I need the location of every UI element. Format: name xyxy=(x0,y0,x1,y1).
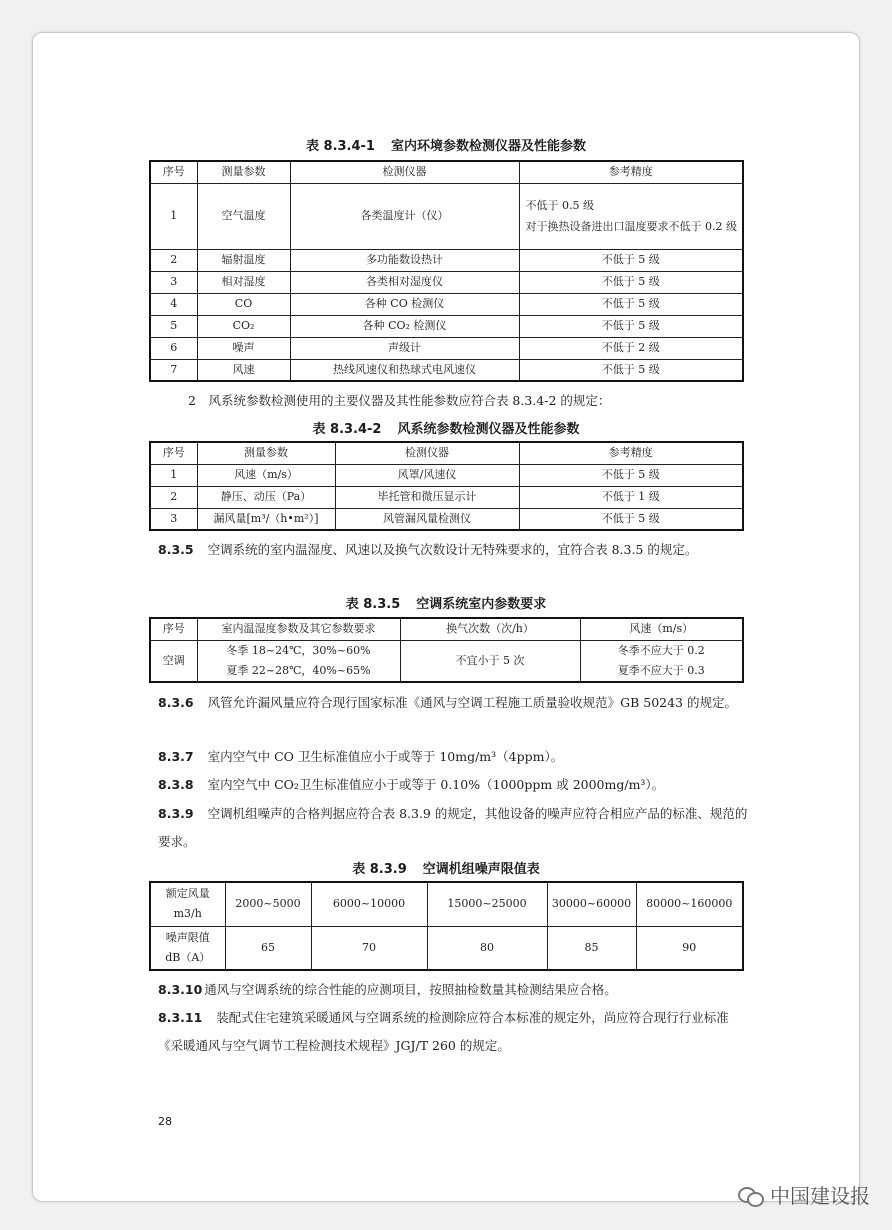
table4-flow-value: 6000~10000 xyxy=(311,882,427,926)
table1-cell-accuracy: 不低于 5 级 xyxy=(519,315,743,337)
table-row xyxy=(150,508,743,530)
table4-flow-value: 2000~5000 xyxy=(225,882,311,926)
table4-flow-label: 额定风量 m3/h xyxy=(150,882,225,926)
watermark xyxy=(738,1180,870,1209)
table1-header-param: 测量参数 xyxy=(197,161,290,183)
table1-cell-instrument: 各种 CO 检测仪 xyxy=(290,293,519,315)
table-row xyxy=(150,337,743,359)
table1-caption-number: 表 8.3.4-1 xyxy=(306,139,375,154)
table3-caption-number: 表 8.3.5 xyxy=(345,597,401,612)
table4-noise-label: 噪声限值 dB（A） xyxy=(150,926,225,970)
clause-8-3-5-number: 8.3.5 xyxy=(158,542,194,557)
page-number: 28 xyxy=(158,1115,172,1128)
table3-temp-cell xyxy=(197,640,400,682)
clause-8-3-5 xyxy=(158,536,748,564)
table2-cell-param: 静压、动压（Pa） xyxy=(197,486,335,508)
clause-8-3-7 xyxy=(158,743,748,771)
clause-8-3-10-text: 通风与空调系统的综合性能的应测项目，按照抽检数量其检测结果应合格。 xyxy=(204,982,617,997)
clause-8-3-6-number: 8.3.6 xyxy=(158,695,194,710)
clause-8-3-8 xyxy=(158,771,748,799)
table3-header-air-change: 换气次数（次/h） xyxy=(400,618,580,640)
table2-cell-accuracy: 不低于 5 级 xyxy=(519,508,743,530)
table2-caption-number: 表 8.3.4-2 xyxy=(312,422,382,437)
clause-8-3-9-number: 8.3.9 xyxy=(158,806,194,821)
table1-header-accuracy: 参考精度 xyxy=(519,161,743,183)
watermark-text: 中国建设报 xyxy=(770,1184,870,1208)
paragraph-2: 2 风系统参数检测使用的主要仪器及其性能参数应符合表 8.3.4-2 的规定： xyxy=(188,393,611,408)
table2-cell-no: 3 xyxy=(150,508,197,530)
clause-8-3-6-text: 风管允许漏风量应符合现行国家标准《通风与空调工程施工质量验收规范》GB 50243 的规定。 xyxy=(207,695,737,710)
table-row xyxy=(150,249,743,271)
table1-cell-accuracy: 不低于 5 级 xyxy=(519,249,743,271)
table3-header-no: 序号 xyxy=(150,618,197,640)
table2-header-instrument: 检测仪器 xyxy=(335,442,519,464)
table4-flow-value: 30000~60000 xyxy=(547,882,636,926)
table-row xyxy=(150,926,743,970)
table4-flow-value: 15000~25000 xyxy=(427,882,547,926)
table1-cell-instrument: 各类相对湿度仪 xyxy=(290,271,519,293)
table-row xyxy=(150,293,743,315)
table4-caption-title: 空调机组噪声限值表 xyxy=(422,862,540,877)
table2-cell-instrument: 风管漏风量检测仪 xyxy=(335,508,519,530)
table1-caption xyxy=(0,138,892,156)
table4-noise-value: 85 xyxy=(547,926,636,970)
table1-cell-instrument: 热线风速仪和热球式电风速仪 xyxy=(290,359,519,381)
table4-caption xyxy=(0,861,892,879)
table1-cell-param: 空气温度 xyxy=(197,183,290,249)
table1-cell-param: 辐射温度 xyxy=(197,249,290,271)
wechat-icon xyxy=(738,1184,764,1206)
table1-cell-accuracy: 不低于 5 级 xyxy=(519,359,743,381)
table2-header-no: 序号 xyxy=(150,442,197,464)
table1-cell-param: CO xyxy=(197,293,290,315)
table3-speed-summer: 夏季不应大于 0.3 xyxy=(617,663,705,677)
table1-cell-no: 5 xyxy=(150,315,197,337)
table4-noise-value: 70 xyxy=(311,926,427,970)
table1-cell-instrument: 各种 CO₂ 检测仪 xyxy=(290,315,519,337)
table2 xyxy=(149,441,744,531)
table2-cell-instrument: 风罩/风速仪 xyxy=(335,464,519,486)
clause-8-3-9-text: 空调机组噪声的合格判据应符合表 8.3.9 的规定，其他设备的噪声应符合相应产品的标准、规范的要求。 xyxy=(158,806,748,849)
table2-caption xyxy=(0,421,892,439)
clause-8-3-11-text: 装配式住宅建筑采暖通风与空调系统的检测除应符合本标准的规定外，尚应符合现行行业标准《采暖通风与空气调节工程检测技术规程》JGJ/T 260 的规定。 xyxy=(158,1010,729,1053)
table1-cell-param: 噪声 xyxy=(197,337,290,359)
table1-cell-instrument: 各类温度计（仪） xyxy=(290,183,519,249)
table1-cell-no: 3 xyxy=(150,271,197,293)
table4-caption-number: 表 8.3.9 xyxy=(352,862,407,877)
table4-noise-value: 80 xyxy=(427,926,547,970)
table1-header-instrument: 检测仪器 xyxy=(290,161,519,183)
table1-cell-param: 风速 xyxy=(197,359,290,381)
table1-cell-no: 6 xyxy=(150,337,197,359)
table1-cell-accuracy: 不低于 2 级 xyxy=(519,337,743,359)
clause-8-3-6 xyxy=(158,689,748,717)
table1-cell-param: 相对湿度 xyxy=(197,271,290,293)
table-row xyxy=(150,882,743,926)
clause-8-3-8-number: 8.3.8 xyxy=(158,777,194,792)
table2-caption-title: 风系统参数检测仪器及性能参数 xyxy=(397,422,580,437)
table3-caption-title: 空调系统室内参数要求 xyxy=(416,597,547,612)
table1-cell-no: 7 xyxy=(150,359,197,381)
clause-8-3-11-number: 8.3.11 xyxy=(158,1010,203,1025)
table1-caption-title: 室内环境参数检测仪器及性能参数 xyxy=(390,139,586,154)
table4-noise-value: 90 xyxy=(636,926,743,970)
clause-8-3-8-text: 室内空气中 CO₂卫生标准值应小于或等于 0.10%（1000ppm 或 2000mg/m³）。 xyxy=(207,777,665,792)
table1-cell-no: 4 xyxy=(150,293,197,315)
clause-8-3-11 xyxy=(158,1004,748,1060)
table2-cell-param: 风速（m/s） xyxy=(197,464,335,486)
table-row xyxy=(150,464,743,486)
table3-caption xyxy=(0,596,892,614)
table-row xyxy=(150,315,743,337)
table1-cell-accuracy: 不低于 0.5 级 对于换热设备进出口温度要求不低于 0.2 级 xyxy=(519,183,743,249)
clause-8-3-10 xyxy=(158,976,748,1004)
table2-cell-no: 2 xyxy=(150,486,197,508)
table4 xyxy=(149,881,744,971)
table2-header-param: 测量参数 xyxy=(197,442,335,464)
table1-cell-accuracy: 不低于 5 级 xyxy=(519,293,743,315)
table2-cell-accuracy: 不低于 5 级 xyxy=(519,464,743,486)
table3-temp-winter: 冬季 18~24℃，30%~60% xyxy=(226,643,371,657)
table1-header-no: 序号 xyxy=(150,161,197,183)
table2-cell-param: 漏风量[m³/（h•m²）] xyxy=(197,508,335,530)
table2-cell-accuracy: 不低于 1 级 xyxy=(519,486,743,508)
table-row xyxy=(150,271,743,293)
table4-noise-value: 65 xyxy=(225,926,311,970)
table2-cell-instrument: 毕托管和微压显示计 xyxy=(335,486,519,508)
table3-temp-summer: 夏季 22~28℃，40%~65% xyxy=(226,663,371,677)
table2-header-accuracy: 参考精度 xyxy=(519,442,743,464)
clause-8-3-9 xyxy=(158,800,748,856)
clause-8-3-10-number: 8.3.10 xyxy=(158,982,203,997)
table1-cell-no: 1 xyxy=(150,183,197,249)
table4-flow-value: 80000~160000 xyxy=(636,882,743,926)
table3-header-temp: 室内温湿度参数及其它参数要求 xyxy=(197,618,400,640)
clause-8-3-7-number: 8.3.7 xyxy=(158,749,194,764)
table1 xyxy=(149,160,744,382)
table2-cell-no: 1 xyxy=(150,464,197,486)
table1-cell-param: CO₂ xyxy=(197,315,290,337)
table1-cell-instrument: 多功能数设热计 xyxy=(290,249,519,271)
table1-cell-no: 2 xyxy=(150,249,197,271)
table-row xyxy=(150,486,743,508)
table-row xyxy=(150,640,743,682)
table3-speed-winter: 冬季不应大于 0.2 xyxy=(617,643,705,657)
clause-8-3-5-text: 空调系统的室内温湿度、风速以及换气次数设计无特殊要求的，宜符合表 8.3.5 的规定。 xyxy=(207,542,698,557)
table3-header-speed: 风速（m/s） xyxy=(580,618,743,640)
table3-speed-cell xyxy=(580,640,743,682)
table3-row-label: 空调 xyxy=(150,640,197,682)
clause-8-3-7-text: 室内空气中 CO 卫生标准值应小于或等于 10mg/m³（4ppm）。 xyxy=(207,749,564,764)
table3 xyxy=(149,617,744,683)
table-row xyxy=(150,183,743,249)
table1-cell-accuracy: 不低于 5 级 xyxy=(519,271,743,293)
table3-air-change: 不宜小于 5 次 xyxy=(400,640,580,682)
table1-cell-instrument: 声级计 xyxy=(290,337,519,359)
table-row xyxy=(150,359,743,381)
